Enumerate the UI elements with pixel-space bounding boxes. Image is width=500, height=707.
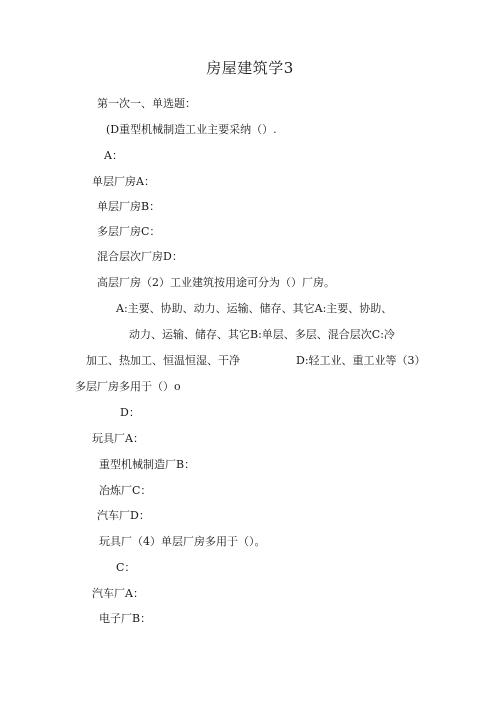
text-line: 玩具厂A：: [92, 432, 144, 445]
text-line: (D重型机械制造工业主要采纳（）.: [106, 123, 277, 136]
text-line: A：: [104, 149, 123, 162]
text-line: 单层厂房B：: [97, 200, 161, 213]
text-line: 混合层次厂房D：: [97, 250, 183, 263]
text-line: 重型机械制造厂B：: [99, 458, 196, 471]
text-line: D:轻工业、重工业等（3）: [296, 354, 426, 367]
text-line: 高层厂房（2）工业建筑按用途可分为（）厂房。: [97, 276, 335, 289]
text-line: 冶炼厂C：: [99, 484, 152, 497]
text-line: 汽车厂A：: [92, 587, 144, 600]
document-title: 房屋建筑学3: [206, 59, 294, 77]
text-line: 多层厂房多用于（）o: [75, 380, 181, 393]
text-line: 加工、热加工、恒温恒湿、干净: [86, 354, 240, 367]
text-line: 电子厂B：: [99, 612, 152, 625]
text-line: D：: [120, 406, 140, 419]
text-line: A:主要、协助、动力、运输、储存、其它A:主要、协助、: [116, 302, 393, 315]
text-line: 玩具厂（4）单层厂房多用于（）。: [99, 535, 266, 548]
text-line: 第一次一、单选题：: [97, 97, 196, 110]
text-line: 动力、运输、储存、其它B:单层、多层、混合层次C:冷: [129, 328, 395, 341]
text-line: 汽车厂D：: [97, 509, 150, 522]
text-line: C：: [116, 561, 136, 574]
text-line: 单层厂房A：: [92, 175, 155, 188]
text-line: 多层厂房C：: [97, 225, 161, 238]
